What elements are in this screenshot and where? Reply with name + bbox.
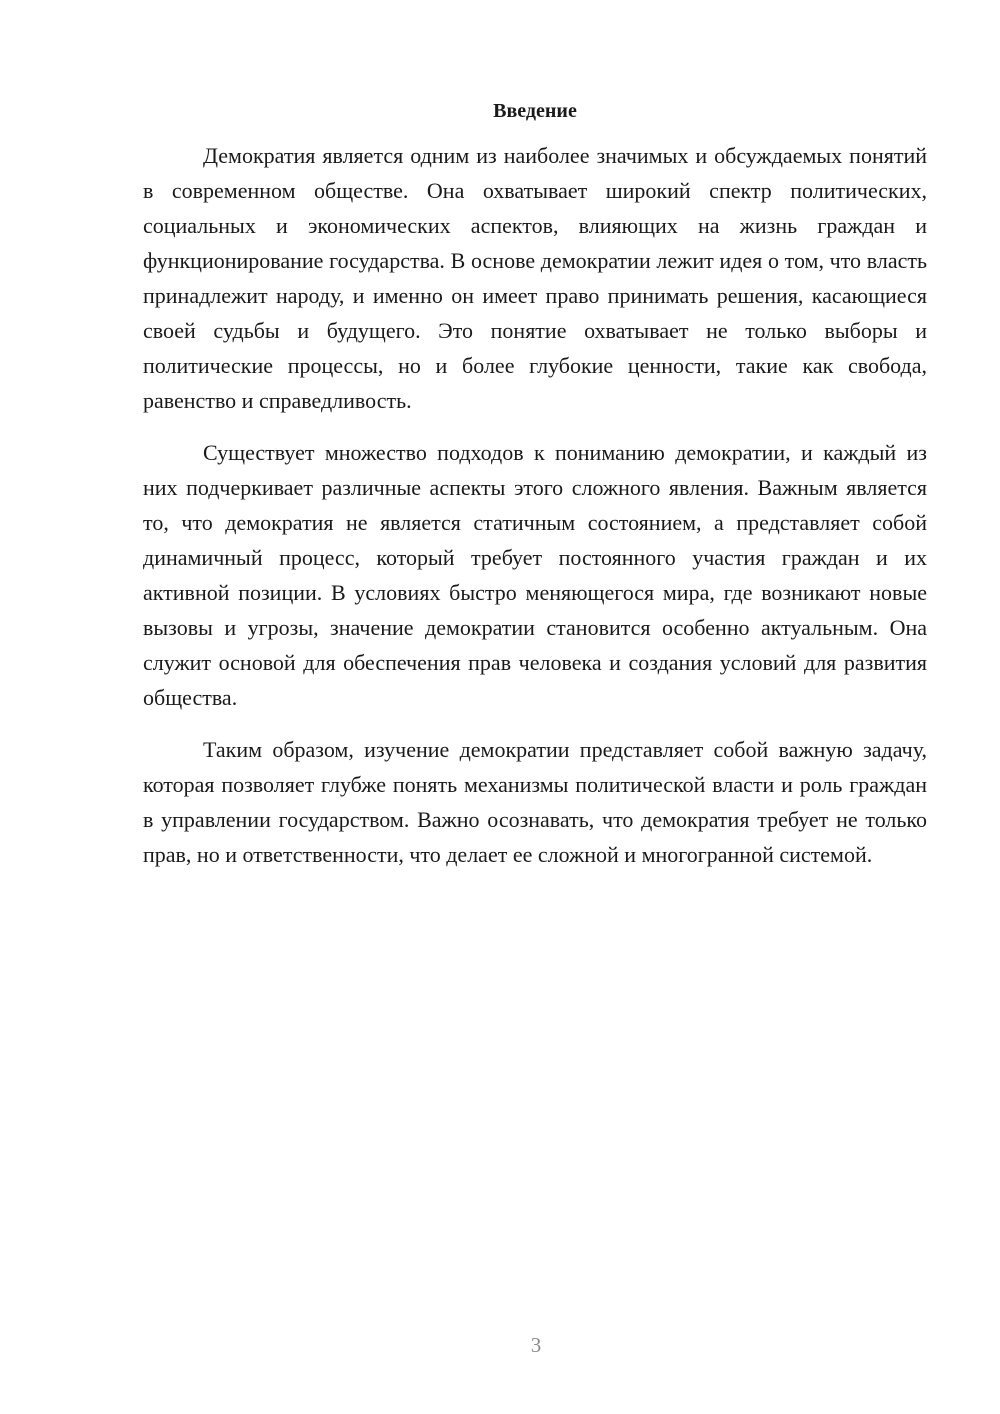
paragraph-1: Демократия является одним из наиболее значимых и обсуждаемых понятий в современном обществе. Она охватывает широкий спектр политических, социальных и экономических аспектов, влияющих на жизнь граждан и функционирование государства. В основе демократии лежит идея о том, что власть принадлежит народу, и именно он имеет право принимать решения, касающиеся своей судьбы и будущего. Это понятие охватывает не только выборы и политические процессы, но и более глубокие ценности, такие как свобода, равенство и справедливость. [143, 143, 927, 413]
paragraph-3: Таким образом, изучение демократии представляет собой важную задачу, которая позволяет глубже понять механизмы политической власти и роль граждан в управлении государством. Важно осознавать, что демократия требует не только прав, но и ответственности, что делает ее сложной и многогранной системой. [143, 737, 927, 867]
section-title: Введение [493, 100, 577, 122]
page-content [143, 96, 927, 889]
paragraph-2: Существует множество подходов к пониманию демократии, и каждый из них подчеркивает различные аспекты этого сложного явления. Важным является то, что демократия не является статичным состоянием, а представляет собой динамичный процесс, который требует постоянного участия граждан и их активной позиции. В условиях быстро меняющегося мира, где возникают новые вызовы и угрозы, значение демократии становится особенно актуальным. Она служит основой для обеспечения прав человека и создания условий для развития общества. [143, 440, 927, 710]
page-number: 3 [530, 1333, 542, 1357]
